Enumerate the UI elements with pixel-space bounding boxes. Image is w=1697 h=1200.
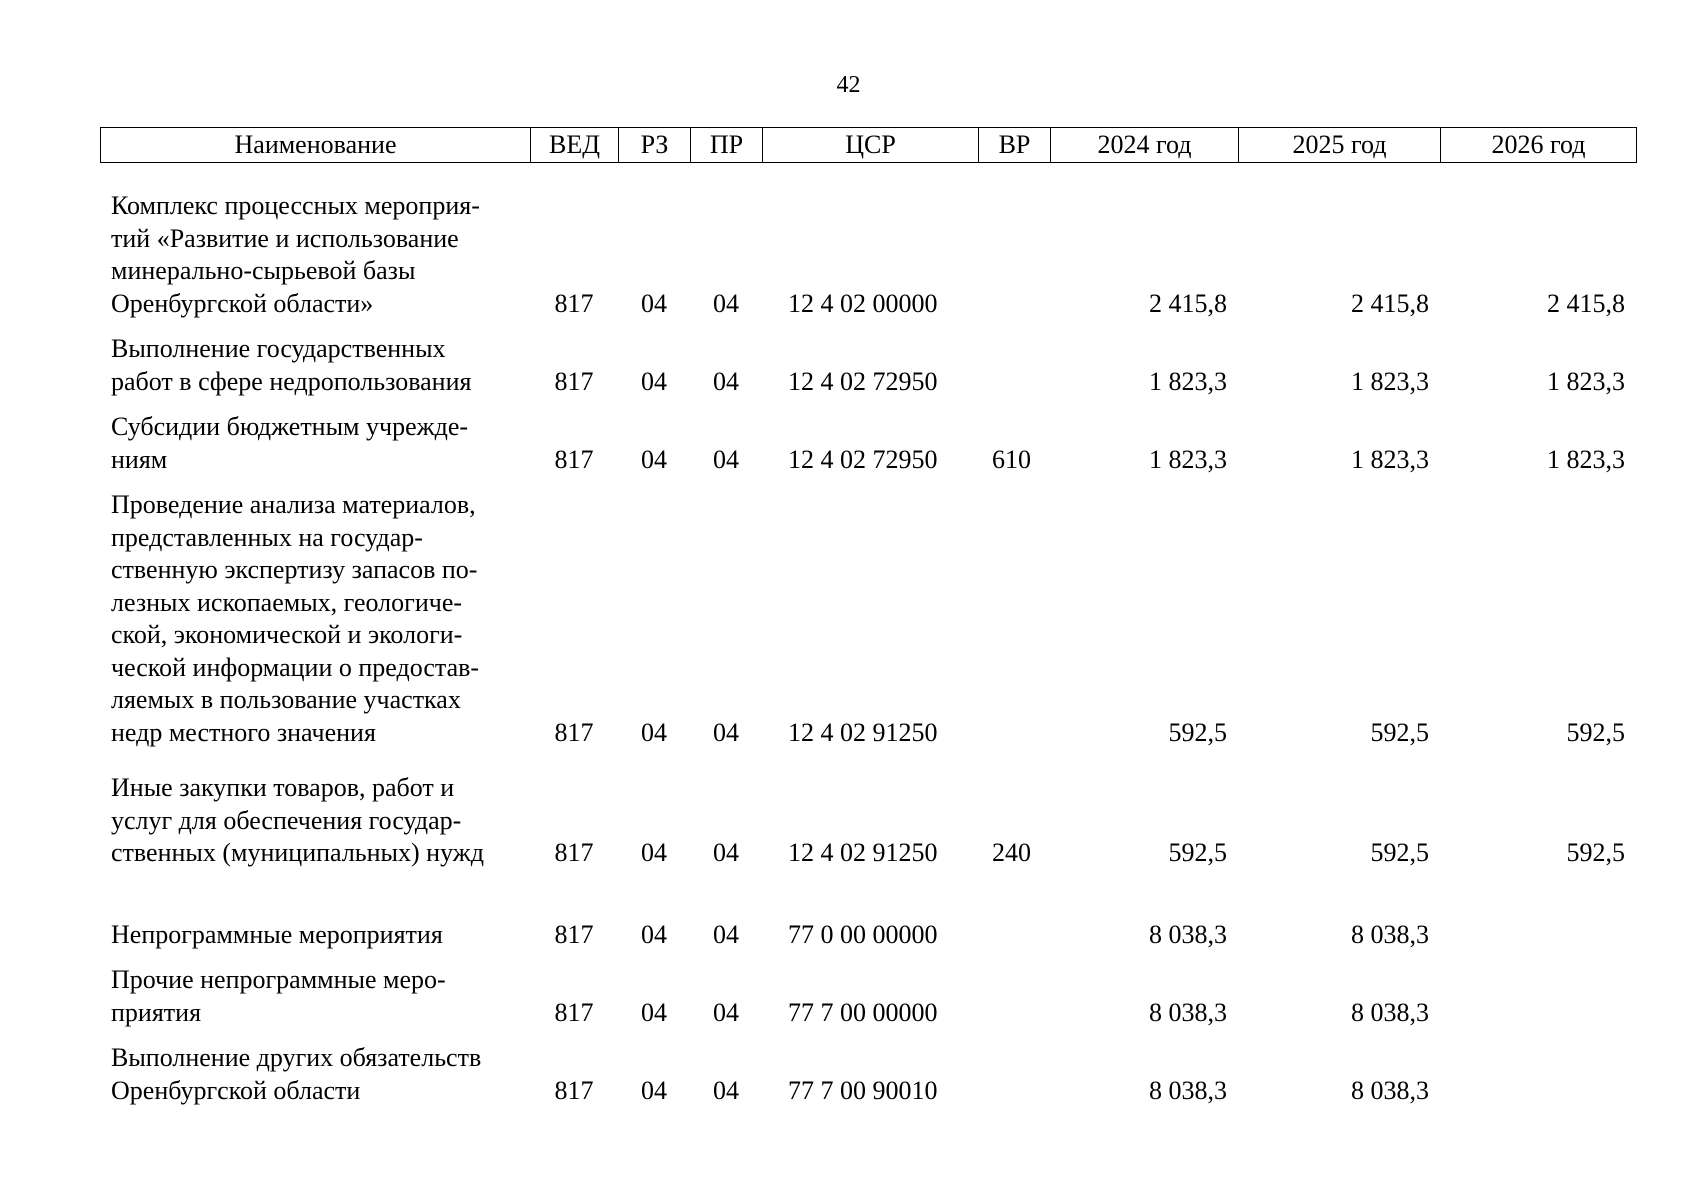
- row-name: Выполнение государственных работ в сфере недропользования: [111, 334, 472, 396]
- row-csr: 77 0 00 00000: [788, 919, 938, 949]
- row-pr: 04: [713, 838, 739, 867]
- header-name: Наименование: [101, 128, 531, 163]
- row-csr: 77 7 00 90010: [788, 1075, 938, 1105]
- row-2025: 8 038,3: [1351, 1075, 1429, 1105]
- row-2025: 8 038,3: [1351, 919, 1429, 949]
- row-vr: [978, 1042, 1050, 1107]
- row-ved: 817: [554, 444, 594, 474]
- row-vr: [978, 190, 1050, 333]
- header-2026: 2026 год: [1441, 128, 1637, 163]
- row-2026: 2 415,8: [1547, 288, 1625, 318]
- table-row: [100, 489, 1636, 772]
- row-name: Проведение анализа материалов, представленных на государ- ственную экспертизу запасов по- лезных ископаемых, геологиче- ской, экономической и экологи- ческой информации о предостав- ляемых в пользование участках недр местного значения: [111, 490, 480, 747]
- row-rz: 04: [641, 717, 667, 747]
- row-2024: 8 038,3: [1149, 919, 1227, 949]
- row-2026: 592,5: [1566, 717, 1625, 747]
- header-2025: 2025 год: [1239, 128, 1441, 163]
- row-2024: 1 823,3: [1149, 366, 1227, 396]
- header-csr: ЦСР: [763, 128, 979, 163]
- row-ved: 817: [554, 1075, 594, 1105]
- row-csr: 12 4 02 72950: [788, 366, 938, 396]
- row-rz: 04: [641, 919, 667, 949]
- row-name: Комплекс процессных мероприя- тий «Развитие и использование минерально-сырьевой базы Оренбургской области»: [111, 191, 480, 318]
- row-name: Иные закупки товаров, работ и услуг для обеспечения государ- ственных (муниципальных) нужд: [111, 773, 484, 867]
- row-name: Прочие непрограммные меро- приятия: [111, 965, 446, 1027]
- row-vr: [978, 489, 1050, 772]
- row-ved: 817: [554, 717, 594, 747]
- row-2025: 592,5: [1370, 717, 1429, 747]
- header-ved: ВЕД: [531, 128, 619, 163]
- row-ved: 817: [554, 919, 594, 949]
- row-vr: [978, 919, 1050, 965]
- row-2024: 592,5: [1168, 717, 1227, 747]
- row-2025: 1 823,3: [1351, 366, 1429, 396]
- table-row: [100, 190, 1636, 333]
- row-ved: 817: [554, 997, 594, 1027]
- row-2024: 1 823,3: [1149, 444, 1227, 474]
- row-2026: [1440, 919, 1636, 965]
- row-2024: 8 038,3: [1149, 997, 1227, 1027]
- row-ved: 817: [554, 288, 594, 318]
- row-rz: 04: [641, 288, 667, 318]
- row-2025: 2 415,8: [1351, 288, 1429, 318]
- row-pr: 04: [713, 366, 739, 396]
- row-ved: 817: [554, 366, 594, 396]
- row-rz: 04: [641, 444, 667, 474]
- table-row: [100, 333, 1636, 411]
- row-2024: 592,5: [1168, 838, 1227, 867]
- row-name: Субсидии бюджетным учрежде- ниям: [111, 412, 469, 474]
- header-rz: РЗ: [619, 128, 691, 163]
- header-pr: ПР: [691, 128, 763, 163]
- row-vr: [978, 964, 1050, 1042]
- row-pr: 04: [713, 288, 739, 318]
- row-pr: 04: [713, 997, 739, 1027]
- table-row: [100, 772, 1636, 919]
- table-row: [100, 964, 1636, 1042]
- row-2026: [1440, 1042, 1636, 1107]
- header-2024: 2024 год: [1051, 128, 1239, 163]
- row-vr: 240: [992, 838, 1031, 867]
- row-rz: 04: [641, 838, 667, 867]
- budget-table-body: [100, 190, 1636, 1107]
- row-ved: 817: [554, 838, 594, 867]
- table-header: [100, 127, 1637, 163]
- row-2025: 1 823,3: [1351, 444, 1429, 474]
- row-2024: 2 415,8: [1149, 288, 1227, 318]
- row-pr: 04: [713, 717, 739, 747]
- page-number: 42: [836, 72, 861, 98]
- row-name: Непрограммные мероприятия: [111, 919, 443, 949]
- row-pr: 04: [713, 1075, 739, 1105]
- row-2026: [1440, 964, 1636, 1042]
- row-csr: 12 4 02 72950: [788, 444, 938, 474]
- row-2025: 592,5: [1370, 838, 1429, 867]
- row-pr: 04: [713, 444, 739, 474]
- table-row: [100, 411, 1636, 489]
- row-pr: 04: [713, 919, 739, 949]
- row-rz: 04: [641, 366, 667, 396]
- row-vr: [978, 333, 1050, 411]
- row-csr: 12 4 02 91250: [788, 717, 938, 747]
- row-2025: 8 038,3: [1351, 997, 1429, 1027]
- row-csr: 12 4 02 00000: [788, 288, 938, 318]
- row-vr: 610: [992, 444, 1031, 474]
- row-name: Выполнение других обязательств Оренбургской области: [111, 1043, 482, 1105]
- table-row: [100, 919, 1636, 965]
- row-rz: 04: [641, 997, 667, 1027]
- row-2024: 8 038,3: [1149, 1075, 1227, 1105]
- row-rz: 04: [641, 1075, 667, 1105]
- table-row: [100, 1042, 1636, 1107]
- row-2026: 592,5: [1566, 838, 1625, 867]
- header-vr: ВР: [979, 128, 1051, 163]
- row-2026: 1 823,3: [1547, 444, 1625, 474]
- row-csr: 12 4 02 91250: [788, 838, 938, 867]
- row-csr: 77 7 00 00000: [788, 997, 938, 1027]
- row-2026: 1 823,3: [1547, 366, 1625, 396]
